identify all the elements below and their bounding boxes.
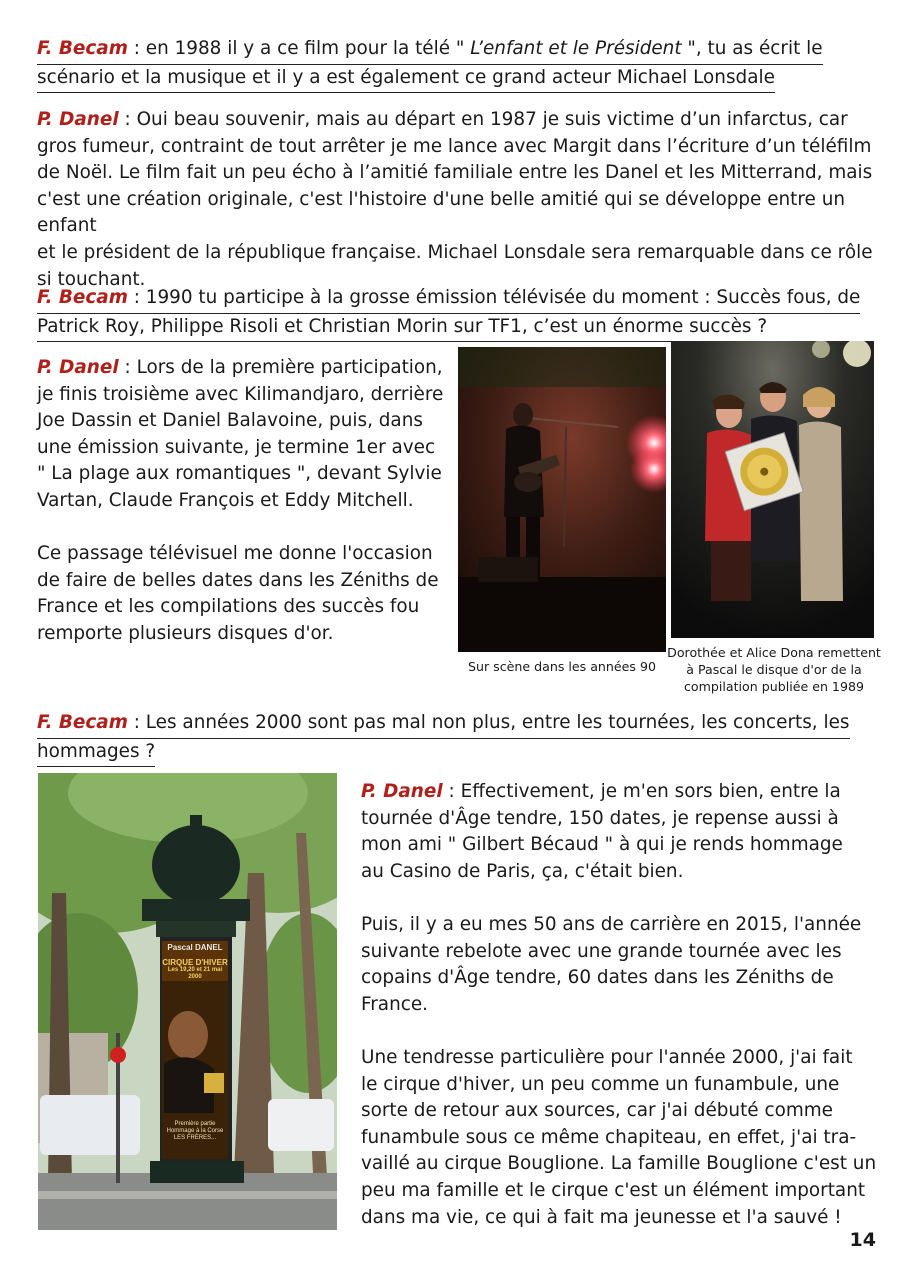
gold-disc-photo [671, 341, 874, 638]
a2-line: France et les compilations des succès fou [37, 596, 420, 618]
a3-line: France. [361, 993, 428, 1015]
question-2 [37, 285, 877, 342]
answer-3 [361, 779, 881, 1231]
a3-line: funambule sous ce même chapiteau, en effet, j'ai tra- [361, 1126, 857, 1148]
interviewer-name: F. Becam [37, 287, 128, 308]
a2-line: " La plage aux romantiques ", devant Sylvie [37, 463, 442, 485]
interviewee-name: P. Danel [361, 781, 443, 802]
poster-footer-line: Première partie [174, 1121, 216, 1127]
caption-text: compilation publiée en 1989 [684, 679, 864, 694]
a3-line: : Effectivement, je m'en sors bien, entre la [448, 781, 841, 802]
a3-line: sorte de retour aux sources, car j'ai débuté comme [361, 1100, 833, 1122]
q1-line2: scénario et la musique et il y a est également ce grand acteur Michael Lonsdale [37, 65, 775, 94]
poster-dates: Les 19,20 et 21 mai 2000 [167, 967, 223, 980]
a3-line: suivante rebelote avec une grande tournée avec les [361, 940, 842, 962]
poster-footer [162, 1121, 228, 1142]
a2-line: Joe Dassin et Daniel Balavoine, puis, dans [37, 410, 423, 432]
q1-text-b: ", tu as écrit le [681, 38, 823, 59]
q1-text-a: : en 1988 il y a ce film pour la télé " [133, 38, 471, 59]
question-1 [37, 36, 877, 93]
a2-line: Ce passage télévisuel me donne l'occasion [37, 543, 433, 565]
a1-line: de Noël. Le film fait un peu écho à l’amitié familiale entre les Danel et les Mitterrand, mais [37, 162, 873, 184]
poster-footer-line: Hommage à la Corse [166, 1128, 224, 1134]
a3-line: Une tendresse particulière pour l'année 2000, j'ai fait [361, 1046, 853, 1068]
poster-name: Pascal DANEL [167, 943, 223, 952]
a3-line: au Casino de Paris, ça, c'était bien. [361, 860, 684, 882]
a1-line: si touchant. [37, 268, 146, 290]
stage-photo-caption [458, 658, 666, 675]
a1-line: et le président de la république française. Michael Lonsdale sera remarquable dans ce rôle [37, 241, 873, 263]
caption-text: Sur scène dans les années 90 [468, 659, 656, 674]
gold-disc-photo-image [671, 341, 874, 638]
answer-1 [37, 107, 882, 293]
a2-line: : Lors de la première participation, [124, 357, 443, 378]
caption-text: à Pascal le disque d'or de la [686, 662, 862, 677]
question-3 [37, 710, 877, 767]
a3-line: mon ami " Gilbert Bécaud " à qui je rends hommage [361, 834, 843, 856]
a3-line: Puis, il y a eu mes 50 ans de carrière en 2015, l'année [361, 913, 862, 935]
q2-line: : 1990 tu participe à la grosse émission télévisée du moment : Succès fous, de [133, 287, 861, 308]
interviewee-name: P. Danel [37, 357, 119, 378]
interviewer-name: F. Becam [37, 712, 128, 733]
a2-line: je finis troisième avec Kilimandjaro, derrière [37, 383, 444, 405]
page-number: 14 [849, 1229, 876, 1251]
poster-show: CIRQUE D'HIVER [162, 958, 228, 967]
a2-line: de faire de belles dates dans les Zéniths de [37, 569, 439, 591]
a3-line: dans ma vie, ce qui à fait ma jeunesse et l'a sauvé ! [361, 1206, 842, 1228]
a3-line: tournée d'Âge tendre, 150 dates, je repense aussi à [361, 807, 839, 829]
a1-line: gros fumeur, contraint de tout arrêter je me lance avec Margit dans l’écriture d’un téléfilm [37, 135, 872, 157]
a2-line: une émission suivante, je termine 1er avec [37, 436, 436, 458]
a1-line: : Oui beau souvenir, mais au départ en 1987 je suis victime d’un infarctus, car [124, 109, 848, 130]
a3-line: vaillé au cirque Bouglione. La famille Bouglione c'est un [361, 1153, 877, 1175]
poster-text [162, 943, 228, 981]
poster-footer-line: LES FRÈRES... [173, 1135, 217, 1141]
a2-line: Vartan, Claude François et Eddy Mitchell. [37, 489, 414, 511]
a1-line: c'est une création originale, c'est l'histoire d'une belle amitié qui se développe entre un enfant [37, 188, 846, 237]
answer-2 [37, 355, 457, 648]
stage-photo [458, 347, 666, 652]
caption-text: Dorothée et Alice Dona remettent [667, 645, 881, 660]
q3-line: : Les années 2000 sont pas mal non plus, entre les tournées, les concerts, les [133, 712, 850, 733]
gold-disc-caption [663, 644, 885, 695]
a3-line: copains d'Âge tendre, 60 dates dans les Zéniths de [361, 967, 834, 989]
q2-line: Patrick Roy, Philippe Risoli et Christian Morin sur TF1, c’est un énorme succès ? [37, 314, 767, 343]
interviewer-name: F. Becam [37, 38, 128, 59]
morris-column-photo [38, 773, 337, 1230]
stage-photo-image [458, 347, 666, 652]
a3-line: le cirque d'hiver, un peu comme un funambule, une [361, 1073, 840, 1095]
a2-line: remporte plusieurs disques d'or. [37, 622, 334, 644]
q3-line: hommages ? [37, 739, 155, 768]
a3-line: peu ma famille et le cirque c'est un élément important [361, 1179, 866, 1201]
film-title: L’enfant et le Président [470, 38, 682, 59]
interviewee-name: P. Danel [37, 109, 119, 130]
morris-column-image [38, 773, 337, 1230]
